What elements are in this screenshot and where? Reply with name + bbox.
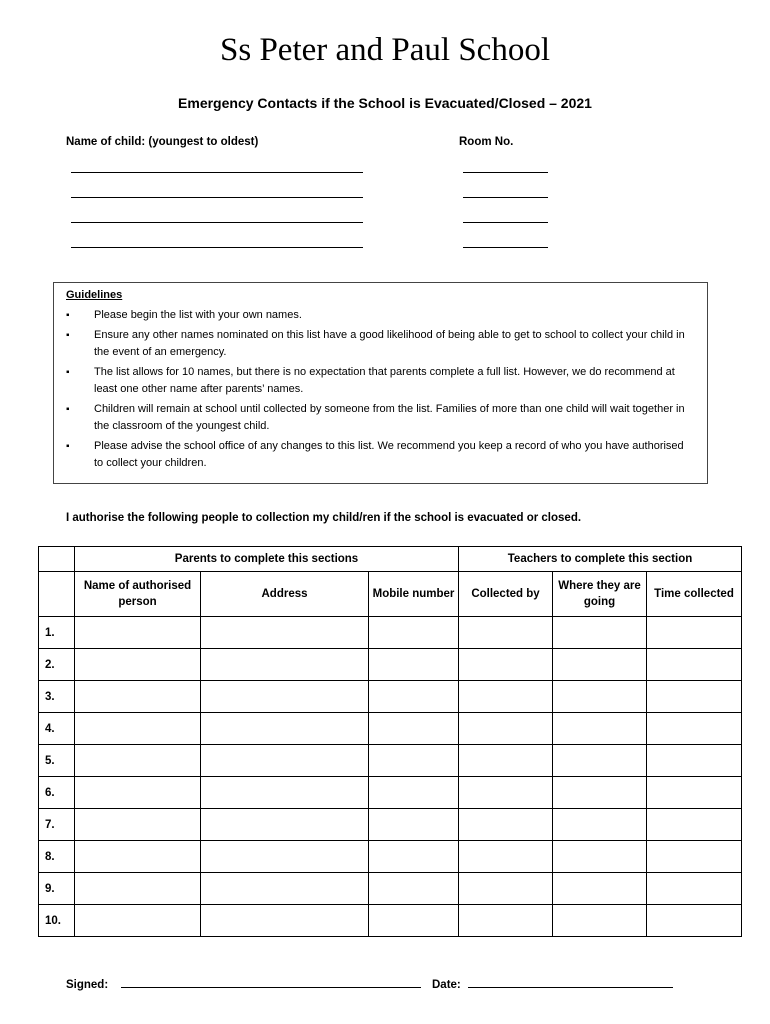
- time-cell[interactable]: [647, 873, 742, 905]
- table-row: [39, 745, 742, 777]
- name-cell[interactable]: [75, 905, 201, 937]
- address-cell[interactable]: [201, 649, 369, 681]
- collected-by-cell[interactable]: [459, 873, 553, 905]
- child-name-line[interactable]: [71, 197, 363, 198]
- collected-by-cell[interactable]: [459, 713, 553, 745]
- table-row: [39, 905, 742, 937]
- table-row: [39, 713, 742, 745]
- destination-cell[interactable]: [553, 809, 647, 841]
- guideline-item: ▪ The list allows for 10 names, but there is no expectation that parents complete a full list. However, we do recommend at least one other name after parents’ names.: [66, 364, 686, 398]
- time-cell[interactable]: [647, 905, 742, 937]
- row-number: 2.: [39, 649, 75, 681]
- time-cell[interactable]: [647, 617, 742, 649]
- mobile-cell[interactable]: [369, 713, 459, 745]
- room-number-line[interactable]: [463, 247, 548, 248]
- name-cell[interactable]: [75, 809, 201, 841]
- guidelines-list: [66, 307, 686, 475]
- table-corner-cell: [39, 547, 75, 572]
- table-group-header-row: [39, 547, 742, 572]
- mobile-cell[interactable]: [369, 617, 459, 649]
- mobile-cell[interactable]: [369, 777, 459, 809]
- collected-by-cell[interactable]: [459, 745, 553, 777]
- name-cell[interactable]: [75, 681, 201, 713]
- room-number-line[interactable]: [463, 172, 548, 173]
- collected-by-cell[interactable]: [459, 905, 553, 937]
- destination-cell[interactable]: [553, 713, 647, 745]
- address-cell[interactable]: [201, 905, 369, 937]
- row-number: 5.: [39, 745, 75, 777]
- mobile-cell[interactable]: [369, 681, 459, 713]
- address-cell[interactable]: [201, 841, 369, 873]
- column-header-mobile: Mobile number: [369, 572, 459, 617]
- destination-cell[interactable]: [553, 777, 647, 809]
- column-header-destination: Where they are going: [553, 572, 647, 617]
- time-cell[interactable]: [647, 809, 742, 841]
- mobile-cell[interactable]: [369, 873, 459, 905]
- table-column-header-row: [39, 572, 742, 617]
- row-number: 3.: [39, 681, 75, 713]
- name-cell[interactable]: [75, 777, 201, 809]
- name-cell[interactable]: [75, 649, 201, 681]
- column-header-name: Name of authorised person: [75, 572, 201, 617]
- address-cell[interactable]: [201, 681, 369, 713]
- guideline-item: ▪ Ensure any other names nominated on this list have a good likelihood of being able to get to school to collect your child in the event of an emergency.: [66, 327, 686, 361]
- collected-by-cell[interactable]: [459, 809, 553, 841]
- signature-field[interactable]: [66, 977, 421, 991]
- address-cell[interactable]: [201, 617, 369, 649]
- address-cell[interactable]: [201, 713, 369, 745]
- mobile-cell[interactable]: [369, 905, 459, 937]
- destination-cell[interactable]: [553, 649, 647, 681]
- signed-label: Signed:: [66, 979, 109, 991]
- row-number: 9.: [39, 873, 75, 905]
- address-cell[interactable]: [201, 809, 369, 841]
- row-number: 1.: [39, 617, 75, 649]
- table-row: [39, 873, 742, 905]
- name-cell[interactable]: [75, 841, 201, 873]
- contacts-table: [38, 546, 742, 937]
- address-cell[interactable]: [201, 745, 369, 777]
- address-cell[interactable]: [201, 777, 369, 809]
- parents-section-header: Parents to complete this sections: [75, 547, 459, 572]
- column-header-address: Address: [201, 572, 369, 617]
- child-name-line[interactable]: [71, 247, 363, 248]
- guidelines-box: [53, 282, 708, 484]
- child-name-label: Name of child: (youngest to oldest): [66, 136, 259, 148]
- name-cell[interactable]: [75, 713, 201, 745]
- teachers-section-header: Teachers to complete this section: [459, 547, 742, 572]
- mobile-cell[interactable]: [369, 809, 459, 841]
- name-cell[interactable]: [75, 745, 201, 777]
- guidelines-heading: Guidelines: [66, 289, 123, 301]
- destination-cell[interactable]: [553, 873, 647, 905]
- collected-by-cell[interactable]: [459, 617, 553, 649]
- date-line[interactable]: [468, 977, 673, 988]
- date-label: Date:: [432, 979, 461, 991]
- date-field[interactable]: [432, 977, 673, 991]
- table-row: [39, 777, 742, 809]
- authorisation-statement: I authorise the following people to collection my child/ren if the school is evacuated or closed.: [66, 512, 582, 524]
- time-cell[interactable]: [647, 745, 742, 777]
- name-cell[interactable]: [75, 873, 201, 905]
- room-number-label: Room No.: [459, 136, 514, 148]
- room-number-line[interactable]: [463, 197, 548, 198]
- time-cell[interactable]: [647, 777, 742, 809]
- table-row: [39, 809, 742, 841]
- row-number: 7.: [39, 809, 75, 841]
- mobile-cell[interactable]: [369, 841, 459, 873]
- table-row: [39, 617, 742, 649]
- column-header-collected-by: Collected by: [459, 572, 553, 617]
- child-name-line[interactable]: [71, 222, 363, 223]
- destination-cell[interactable]: [553, 841, 647, 873]
- destination-cell[interactable]: [553, 745, 647, 777]
- room-number-line[interactable]: [463, 222, 548, 223]
- guideline-item: ▪ Please advise the school office of any changes to this list. We recommend you keep a record of who you have authorised to collect your children.: [66, 438, 686, 472]
- table-corner-cell: [39, 572, 75, 617]
- row-number: 8.: [39, 841, 75, 873]
- collected-by-cell[interactable]: [459, 841, 553, 873]
- collected-by-cell[interactable]: [459, 777, 553, 809]
- time-cell[interactable]: [647, 713, 742, 745]
- table-row: [39, 649, 742, 681]
- guideline-item: ▪ Please begin the list with your own names.: [66, 307, 686, 324]
- name-cell[interactable]: [75, 617, 201, 649]
- table-row: [39, 841, 742, 873]
- collected-by-cell[interactable]: [459, 649, 553, 681]
- guideline-item: ▪ Children will remain at school until collected by someone from the list. Families of more than one child will wait together in the classroom of the youngest child.: [66, 401, 686, 435]
- time-cell[interactable]: [647, 649, 742, 681]
- destination-cell[interactable]: [553, 905, 647, 937]
- collected-by-cell[interactable]: [459, 681, 553, 713]
- mobile-cell[interactable]: [369, 649, 459, 681]
- mobile-cell[interactable]: [369, 745, 459, 777]
- page-title: Ss Peter and Paul School: [220, 32, 550, 68]
- destination-cell[interactable]: [553, 617, 647, 649]
- destination-cell[interactable]: [553, 681, 647, 713]
- row-number: 4.: [39, 713, 75, 745]
- time-cell[interactable]: [647, 681, 742, 713]
- address-cell[interactable]: [201, 873, 369, 905]
- table-row: [39, 681, 742, 713]
- column-header-time: Time collected: [647, 572, 742, 617]
- row-number: 6.: [39, 777, 75, 809]
- child-name-line[interactable]: [71, 172, 363, 173]
- time-cell[interactable]: [647, 841, 742, 873]
- form-subtitle: Emergency Contacts if the School is Evacuated/Closed – 2021: [178, 95, 592, 111]
- row-number: 10.: [39, 905, 75, 937]
- signature-line[interactable]: [121, 977, 421, 988]
